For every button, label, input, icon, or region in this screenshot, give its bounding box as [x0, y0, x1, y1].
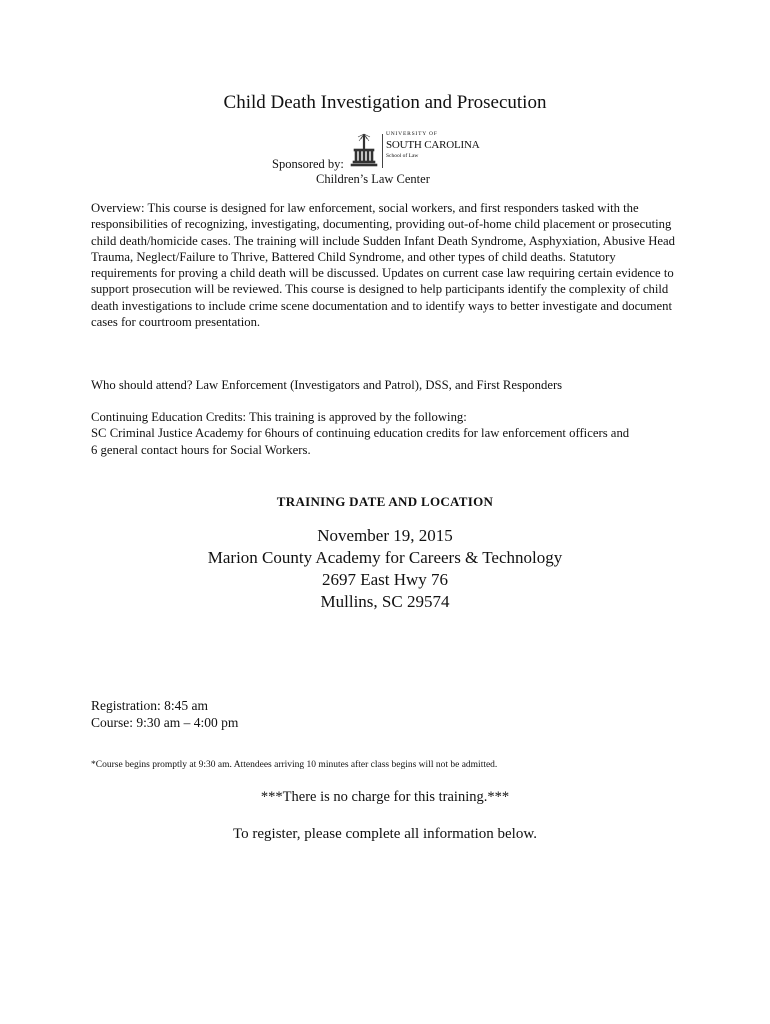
course-time: Course: 9:30 am – 4:00 pm [91, 715, 239, 730]
credits-label: Continuing Education Credits [91, 410, 243, 424]
venue-street: 2697 East Hwy 76 [321, 570, 449, 589]
sponsor-block [0, 130, 770, 186]
overview-label: Overview: [91, 201, 145, 215]
logo-university-line: UNIVERSITY OF [386, 131, 438, 137]
sponsor-label: Sponsored by: [272, 157, 344, 171]
venue-name: Marion County Academy for Careers & Technology [207, 548, 563, 567]
registration-time: Registration: 8:45 am [91, 698, 208, 713]
schedule-block [91, 697, 238, 731]
punctuality-note: *Course begins promptly at 9:30 am. Attendees arriving 10 minutes after class begins will not be admitted. [91, 760, 498, 770]
logo-university-name: SOUTH CAROLINA [386, 138, 480, 151]
audience-text: Law Enforcement (Investigators and Patrol), DSS, and First Responders [192, 378, 563, 392]
palmetto-tree-icon [348, 130, 380, 170]
overview-paragraph [91, 200, 683, 330]
venue-block [0, 525, 770, 613]
register-prompt: To register, please complete all information below. [233, 826, 537, 842]
training-date: November 19, 2015 [317, 526, 453, 545]
audience-label: Who should attend? [91, 378, 193, 392]
document-title: Child Death Investigation and Prosecution [223, 92, 547, 113]
sponsor-center-name: Children’s Law Center [316, 172, 430, 186]
credits-paragraph [91, 409, 691, 458]
logo-school-line: School of Law [386, 152, 419, 159]
logo-wordmark [386, 132, 479, 159]
logo-divider [382, 134, 383, 168]
training-heading: TRAINING DATE AND LOCATION [276, 494, 494, 509]
no-charge-notice: ***There is no charge for this training.*** [260, 789, 510, 805]
overview-text: This course is designed for law enforcement, social workers, and first responders tasked with the responsibilities of recognizing, investigating, documenting, providing out-of-home child placement or prosecuting child death/homicide cases. The training will include Sudden Infant Death Syndrome, Asphyxiation, Abusive Head Trauma, Neglect/Failure to Thrive, Battered Child Syndrome, and other types of child deaths. Statutory requirements for proving a child death will be discussed. Updates on current case law requiring certain evidence to support prosecution will be reviewed. This course is designed to help participants identify the complexity of child death investigations to include crime scene documentation and to identify ways to better investigate and document cases for courtroom presentation. [91, 201, 675, 330]
credits-intro: : This training is approved by the following: [242, 410, 467, 424]
audience-paragraph [91, 377, 691, 393]
credits-line-2: 6 general contact hours for Social Workers. [91, 442, 311, 457]
usc-law-logo [348, 130, 488, 174]
venue-city: Mullins, SC 29574 [320, 592, 450, 611]
credits-line-1: SC Criminal Justice Academy for 6hours of continuing education credits for law enforcement officers and [91, 426, 630, 441]
credits-first-line [91, 409, 691, 425]
